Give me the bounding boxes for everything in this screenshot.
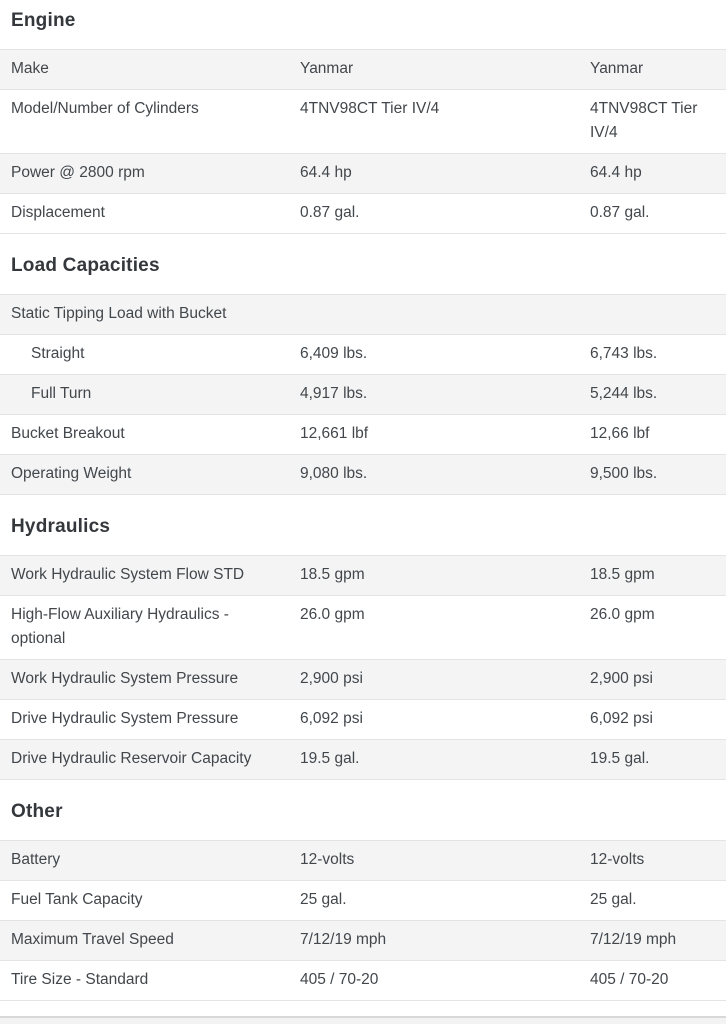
spec-value-2: 18.5 gpm — [590, 566, 655, 583]
next-row-partial — [0, 1016, 726, 1024]
section-title-hydraulics: Hydraulics — [11, 516, 111, 537]
spec-row — [0, 920, 726, 960]
spec-row — [0, 595, 726, 659]
spec-label: Fuel Tank Capacity — [11, 891, 143, 908]
spec-row — [0, 334, 726, 374]
spec-row — [0, 840, 726, 880]
spec-label: Work Hydraulic System Pressure — [11, 670, 239, 687]
spec-row — [0, 960, 726, 1000]
spec-value-2: 2,900 psi — [590, 670, 653, 687]
spec-value-1: 0.87 gal. — [300, 204, 360, 221]
spec-label: Work Hydraulic System Flow STD — [11, 566, 245, 583]
spec-row — [0, 659, 726, 699]
spec-row — [0, 89, 726, 153]
spec-section-engine — [0, 11, 726, 234]
section-title-load-capacities: Load Capacities — [11, 255, 160, 276]
spec-label: Full Turn — [31, 385, 92, 402]
spec-label: Make — [11, 60, 49, 77]
spec-label: Drive Hydraulic System Pressure — [11, 710, 239, 727]
spec-label: Battery — [11, 851, 61, 868]
spec-row — [0, 555, 726, 595]
spec-value-1: 7/12/19 mph — [300, 931, 387, 948]
spec-row — [0, 153, 726, 193]
spec-value-2: 6,743 lbs. — [590, 345, 658, 362]
spec-value-2: 4TNV98CT Tier IV/4 — [590, 100, 698, 141]
spec-value-2: 12,66 lbf — [590, 425, 650, 442]
spec-value-2: 9,500 lbs. — [590, 465, 658, 482]
spec-value-1: Yanmar — [300, 60, 354, 77]
spec-value-1: 6,092 psi — [300, 710, 363, 727]
spec-label: Model/Number of Cylinders — [11, 100, 199, 117]
spec-value-1: 405 / 70-20 — [300, 971, 379, 988]
spec-label: Static Tipping Load with Bucket — [11, 305, 227, 322]
spec-row — [0, 454, 726, 494]
spec-value-1: 9,080 lbs. — [300, 465, 368, 482]
spec-value-1: 26.0 gpm — [300, 606, 365, 623]
spec-table-engine — [0, 49, 726, 234]
spec-table-load-capacities — [0, 294, 726, 495]
spec-value-2: 0.87 gal. — [590, 204, 650, 221]
spec-table-other — [0, 840, 726, 1001]
spec-row — [0, 374, 726, 414]
spec-section-hydraulics — [0, 517, 726, 780]
spec-row — [0, 699, 726, 739]
spec-table-hydraulics — [0, 555, 726, 780]
spec-value-2: 6,092 psi — [590, 710, 653, 727]
spec-value-2: 25 gal. — [590, 891, 637, 908]
spec-row — [0, 294, 726, 334]
spec-row — [0, 880, 726, 920]
spec-label: Displacement — [11, 204, 105, 221]
spec-label: Power @ 2800 rpm — [11, 164, 145, 181]
spec-label: Tire Size - Standard — [11, 971, 149, 988]
spec-value-1: 64.4 hp — [300, 164, 352, 181]
spec-value-1: 12,661 lbf — [300, 425, 369, 442]
spec-row — [0, 49, 726, 89]
spec-section-load-capacities — [0, 256, 726, 495]
spec-value-2: 405 / 70-20 — [590, 971, 669, 988]
spec-row — [0, 739, 726, 779]
section-title-other: Other — [11, 801, 63, 822]
spec-value-2: 19.5 gal. — [590, 750, 650, 767]
spec-value-2: 5,244 lbs. — [590, 385, 658, 402]
spec-row — [0, 414, 726, 454]
spec-row — [0, 193, 726, 233]
spec-value-2: 12-volts — [590, 851, 645, 868]
spec-value-1: 2,900 psi — [300, 670, 363, 687]
spec-label: High-Flow Auxiliary Hydraulics - optional — [11, 606, 229, 647]
spec-value-1: 25 gal. — [300, 891, 347, 908]
spec-value-1: 4,917 lbs. — [300, 385, 368, 402]
spec-value-1: 12-volts — [300, 851, 355, 868]
spec-sheet — [0, 11, 726, 1024]
spec-value-2: 26.0 gpm — [590, 606, 655, 623]
spec-value-1: 4TNV98CT Tier IV/4 — [300, 100, 440, 117]
spec-label: Straight — [31, 345, 85, 362]
spec-label: Bucket Breakout — [11, 425, 125, 442]
spec-label: Maximum Travel Speed — [11, 931, 174, 948]
spec-value-2: Yanmar — [590, 60, 644, 77]
section-title-engine: Engine — [11, 10, 76, 31]
spec-value-1: 18.5 gpm — [300, 566, 365, 583]
spec-label: Drive Hydraulic Reservoir Capacity — [11, 750, 252, 767]
spec-value-1: 6,409 lbs. — [300, 345, 368, 362]
spec-value-2: 64.4 hp — [590, 164, 642, 181]
spec-value-1: 19.5 gal. — [300, 750, 360, 767]
spec-section-other — [0, 802, 726, 1001]
spec-label: Operating Weight — [11, 465, 132, 482]
spec-value-2: 7/12/19 mph — [590, 931, 677, 948]
